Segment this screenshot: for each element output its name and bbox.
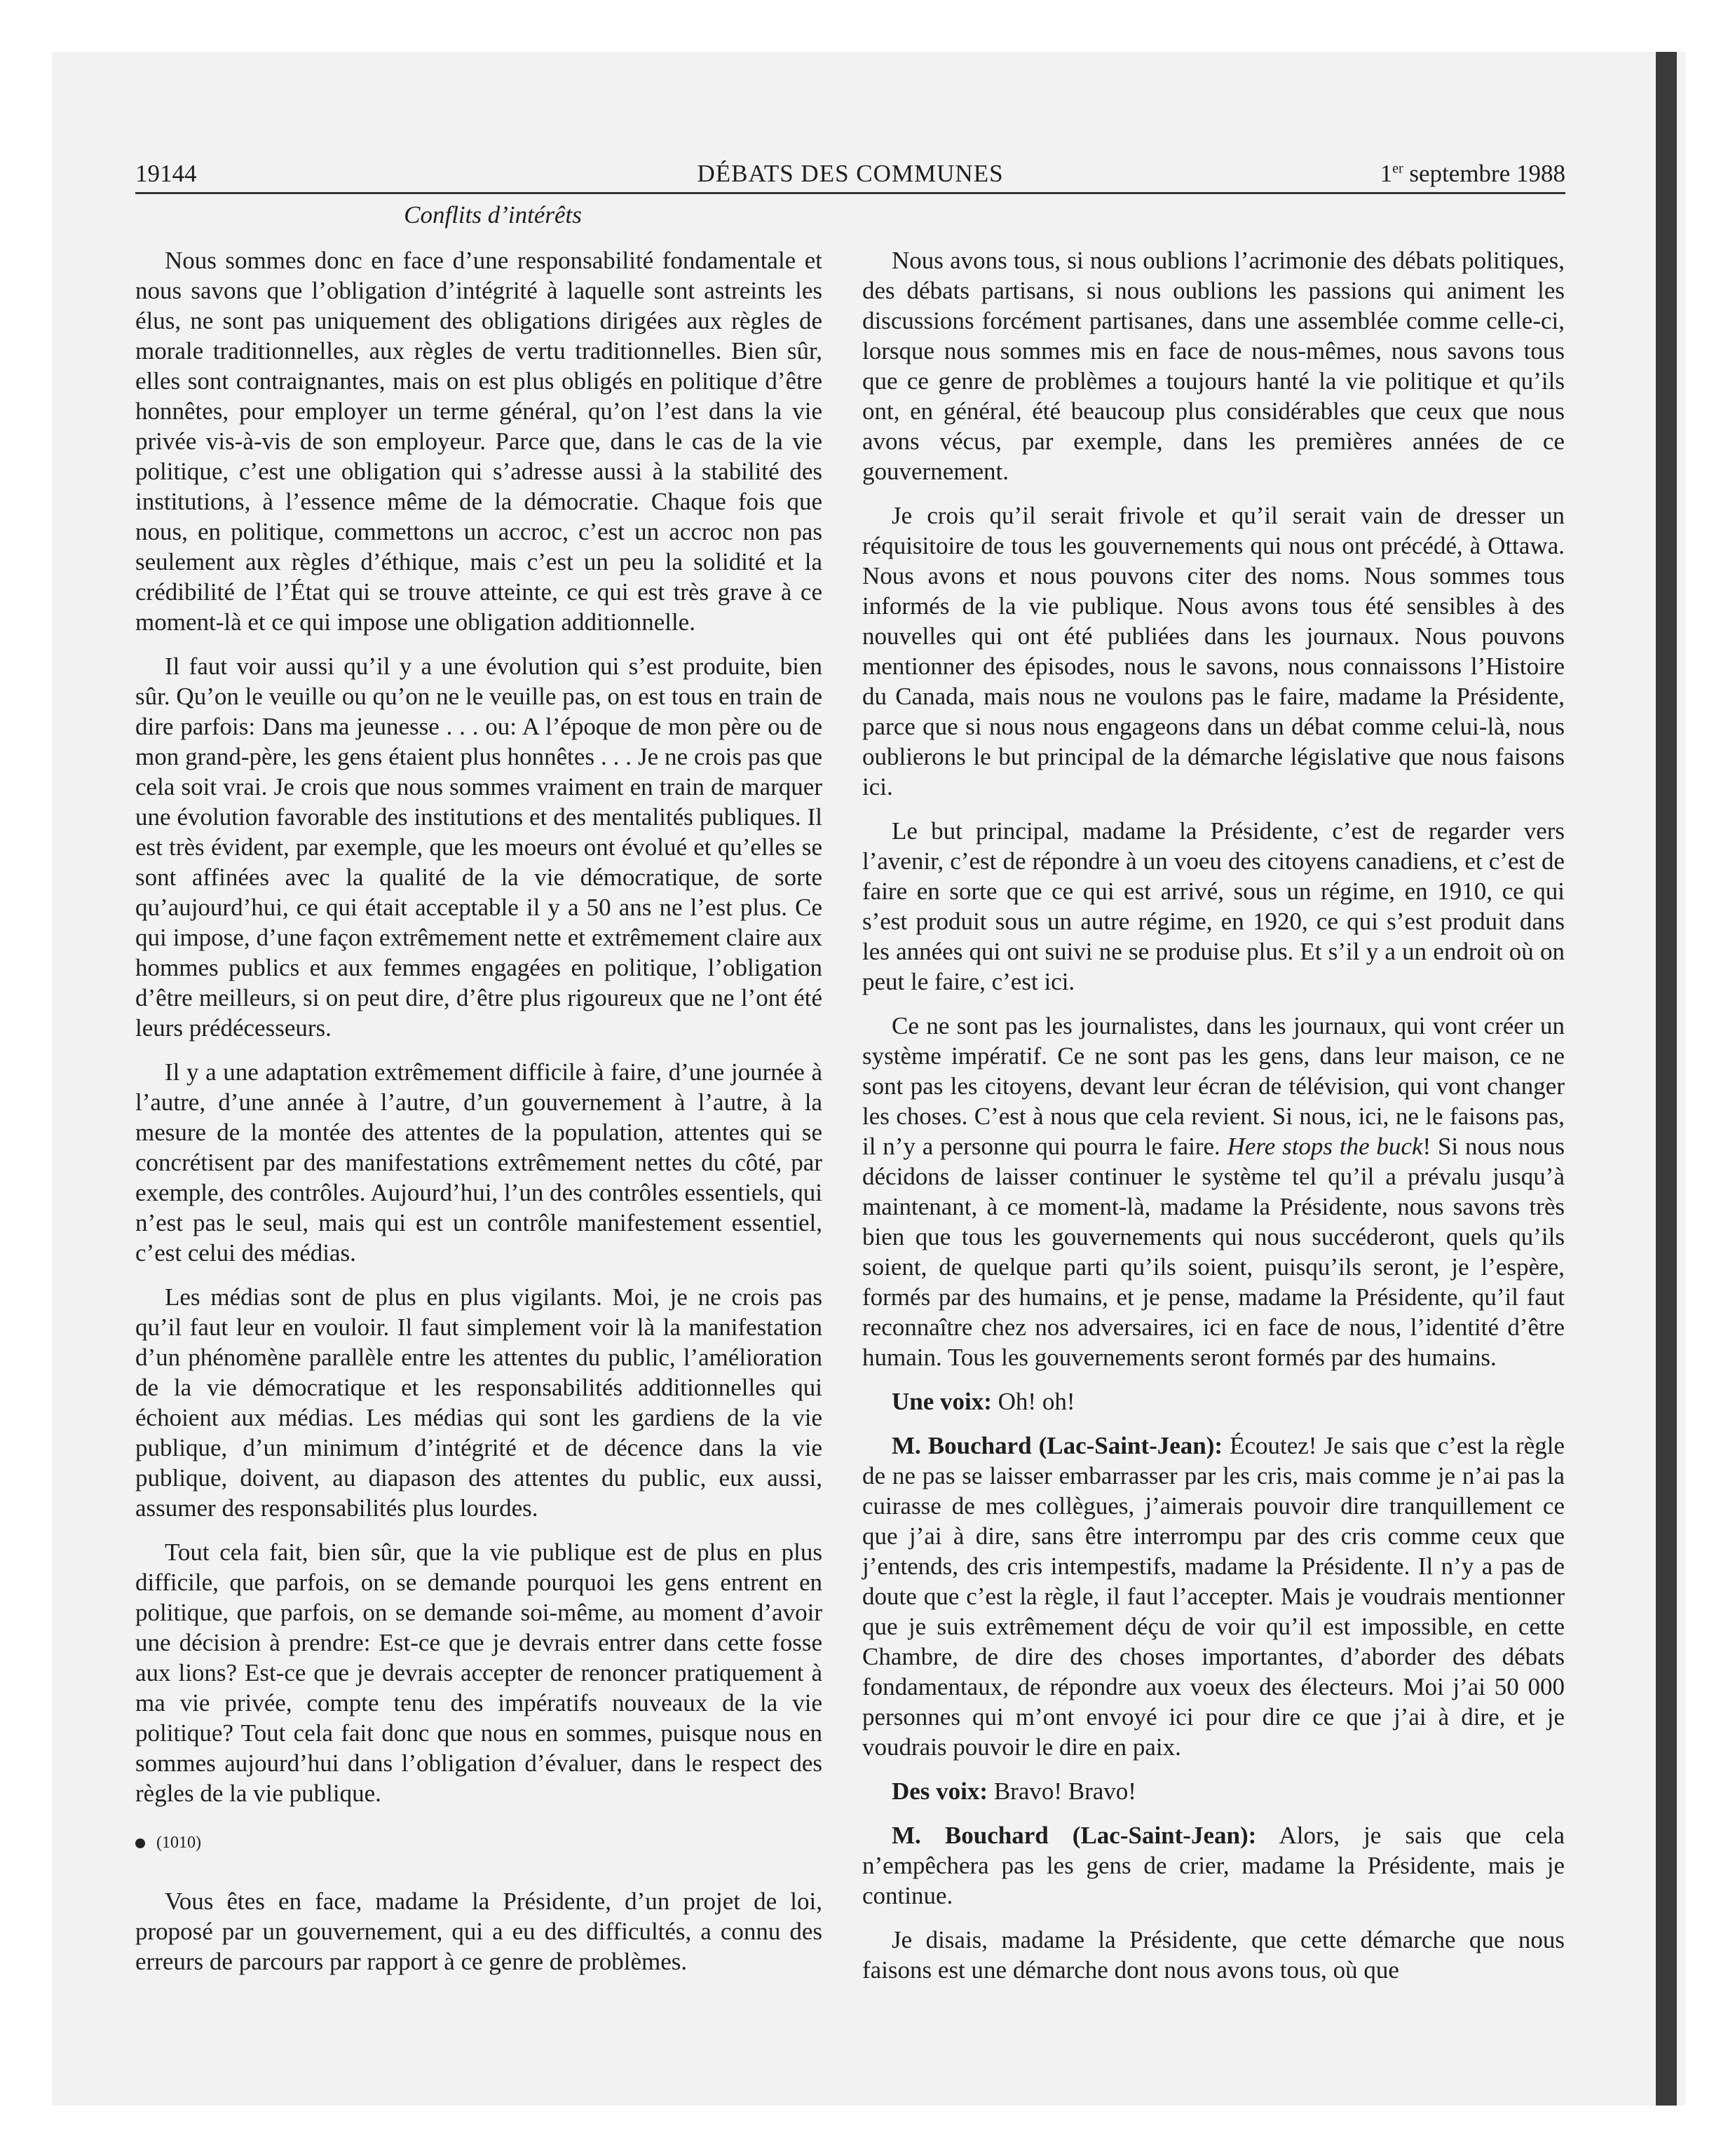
scan-edge-bar	[1656, 52, 1677, 2106]
paragraph: Il y a une adaptation extrêmement difficile à faire, d’une journée à l’autre, d’une année à l’autre, d’un gouvernement à l’autre, à la mesure de la montée des attentes de la population, attentes qui se concrétisent par des manifestations extrêmement nettes du côté, par exemple, des contrôles. Aujourd’hui, l’un des contrôles essentiels, qui n’est pas le seul, mais qui est un contrôle manifestement essentiel, c’est celui des médias.	[135, 1058, 822, 1267]
speaker-name: M. Bouchard (Lac-Saint-Jean):	[892, 1822, 1257, 1849]
paragraph: Nous avons tous, si nous oublions l’acrimonie des débats politiques, des débats partisans, si nous oublions les passions qui animent les discussions forcément partisanes, dans une assemblée comme celle-ci, lorsque nous sommes mis en face de nous-mêmes, nous savons tous que ce genre de problèmes a toujours hanté la vie politique et qu’ils ont, en général, été beaucoup plus considérables que ceux que nous avons vécus, par exemple, dans les premières années de ce gouvernement.	[862, 247, 1565, 485]
italic-quote: Here stops the buck	[1227, 1133, 1423, 1160]
speech-interjection: Des voix: Bravo! Bravo!	[892, 1778, 1136, 1805]
page-number: 19144	[135, 160, 197, 187]
paragraph: Tout cela fait, bien sûr, que la vie publique est de plus en plus difficile, que parfois, on se demande pourquoi les gens entrent en politique, que parfois, on se demande soi-même, au moment d’avoir une décision à prendre: Est-ce que je devrais entrer dans cette fosse aux lions? Est-ce que je devrais accepter de renoncer pratiquement à ma vie privée, compte tenu des impératifs nouveaux de la vie politique? Tout cela fait donc que nous en sommes, puisque nous en sommes aujourd’hui dans l’obligation d’évaluer, dans le respect des règles de la vie publique.	[135, 1538, 822, 1807]
paragraph: Je crois qu’il serait frivole et qu’il serait vain de dresser un réquisitoire de tous les gouvernements qui nous ont précédé, à Ottawa. Nous avons et nous pouvons citer des noms. Nous sommes tous informés de la vie publique. Nous avons tous été sensibles à des nouvelles qui ont été publiées dans les journaux. Nous pouvons mentionner des épisodes, nous le savons, nous connaissons l’Histoire du Canada, mais nous ne voulons pas le faire, madame la Présidente, parce que si nous nous engageons dans un débat comme celui-là, nous oublierons le but principal de la démarche législative que nous faisons ici.	[862, 502, 1565, 800]
section-heading: Conflits d’intérêts	[404, 201, 582, 228]
speech: M. Bouchard (Lac-Saint-Jean): Écoutez! Je sais que c’est la règle de ne pas se laisser embarrasser par les cris, mais comme je n’ai pas la cuirasse de mes collègues, j’aimerais pouvoir dire tranquillement ce que j’ai à dire, sans être interrompu par des cris comme ceux que j’entends, des cris intempestifs, madame la Présidente. Il n’y a pas de doute que c’est la règle, il faut l’accepter. Mais je voudrais mentionner que je suis extrêmement déçu de voir qu’il est impossible, en cette Chambre, de dire des choses importantes, d’aborder des débats fondamentaux, de répondre aux voeux des électeurs. Moi j’ai 50 000 personnes qui m’ont envoyé ici pour dire ce que j’ai à dire, et je voudrais pouvoir le dire en paix.	[862, 1432, 1565, 1761]
paragraph: Vous êtes en face, madame la Présidente, d’un projet de loi, proposé par un gouvernement, qui a eu des difficultés, a connu des erreurs de parcours par rapport à ce genre de problèmes.	[135, 1888, 822, 1975]
paragraph: Je disais, madame la Présidente, que cette démarche que nous faisons est une démarche dont nous avons tous, où que	[862, 1926, 1565, 1984]
speaker-name: Des voix:	[892, 1778, 988, 1805]
bullet-icon	[135, 1838, 145, 1848]
speech-interjection: Une voix: Oh! oh!	[892, 1388, 1075, 1415]
paragraph: Le but principal, madame la Présidente, c’est de regarder vers l’avenir, c’est de répondre à un voeu des citoyens canadiens, et c’est de faire en sorte que ce qui est arrivé, sous un régime, en 1910, ce qui s’est produit sous un autre régime, en 1920, ce qui s’est produit dans les années qui ont suivi ne se produise plus. Et s’il y a un endroit où on peut le faire, c’est ici.	[862, 817, 1565, 995]
paragraph: Il faut voir aussi qu’il y a une évolution qui s’est produite, bien sûr. Qu’on le veuille ou qu’on ne le veuille pas, on est tous en train de dire parfois: Dans ma jeunesse . . . ou: A l’époque de mon père ou de mon grand-père, les gens étaient plus honnêtes . . . Je ne crois pas que cela soit vrai. Je crois que nous sommes vraiment en train de marquer une évolution favorable des institutions et des mentalités publiques. Il est très évident, par exemple, que les moeurs ont évolué et qu’elles se sont affinées avec la qualité de la vie démocratique, de sorte qu’aujourd’hui, ce qui était acceptable il y a 50 ans ne l’est plus. Ce qui impose, d’une façon extrêmement nette et extrêmement claire aux hommes publics et aux femmes engagées en politique, l’obligation d’être meilleurs, si on peut dire, d’être plus rigoureux que ne l’ont été leurs prédécesseurs.	[135, 653, 822, 1042]
page-header	[135, 156, 1565, 194]
paragraph: Ce ne sont pas les journalistes, dans les journaux, qui vont créer un système impératif. Ce ne sont pas les gens, dans leur maison, ce ne sont pas les citoyens, devant leur écran de télévision, qui vont changer les choses. C’est à nous que cela revient. Si nous, ici, ne le faisons pas, il n’y a personne qui pourra le faire. Here stops the buck! Si nous nous décidons de laisser continuer le système tel qu’il a prévalu jusqu’à maintenant, à ce moment-là, madame la Présidente, nous savons très bien que tous les gouvernements qui nous succéderont, quels qu’ils soient, de quelque parti qu’ils soient, puisqu’ils seront, je l’espère, formés par des humains, et je pense, madame la Présidente, qu’il faut reconnaître chez nos adversaires, ici en face de nous, l’identité d’être humain. Tous les gouvernements seront formés par des humains.	[862, 1012, 1565, 1371]
publication-date: 1er septembre 1988	[1380, 160, 1565, 187]
paragraph: Les médias sont de plus en plus vigilants. Moi, je ne crois pas qu’il faut leur en vouloir. Il faut simplement voir là la manifestation d’un phénomène parallèle entre les attentes du public, l’amélioration de la vie démocratique et les responsabilités additionnelles qui échoient aux médias. Les médias qui sont les gardiens de la vie publique, d’un minimum d’intégrité et de décence dans la vie publique, doivent, au diapason des attentes du public, eux aussi, assumer des responsabilités plus lourdes.	[135, 1283, 822, 1522]
speaker-name: Une voix:	[892, 1388, 992, 1415]
speech: M. Bouchard (Lac-Saint-Jean): Alors, je sais que cela n’empêchera pas les gens de crier, madame la Présidente, mais je continue.	[862, 1822, 1565, 1909]
paragraph: Nous sommes donc en face d’une responsabilité fondamentale et nous savons que l’obligation d’intégrité à laquelle sont astreints les élus, ne sont pas uniquement des obligations dirigées aux règles de morale traditionnelles, aux règles de vertu traditionnelles. Bien sûr, elles sont contraignantes, mais on est plus obligés en politique d’être honnêtes, pour employer un terme général, qu’on l’est dans la vie privée vis-à-vis de son employeur. Parce que, dans le cas de la vie politique, c’est une obligation qui s’adresse aussi à la stabilité des institutions, à l’essence même de la démocratie. Chaque fois que nous, en politique, commettons un accroc, c’est un accroc non pas seulement aux règles d’éthique, mais c’est un peu la solidité et la crédibilité de l’État qui se trouve atteinte, ce qui est très grave à ce moment-là et ce qui impose une obligation additionnelle.	[135, 247, 822, 636]
speaker-name: M. Bouchard (Lac-Saint-Jean):	[892, 1432, 1223, 1459]
right-column	[862, 245, 1565, 1999]
time-marker: (1010)	[135, 1828, 822, 1858]
left-column	[135, 200, 822, 1991]
publication-title: DÉBATS DES COMMUNES	[697, 160, 1004, 187]
